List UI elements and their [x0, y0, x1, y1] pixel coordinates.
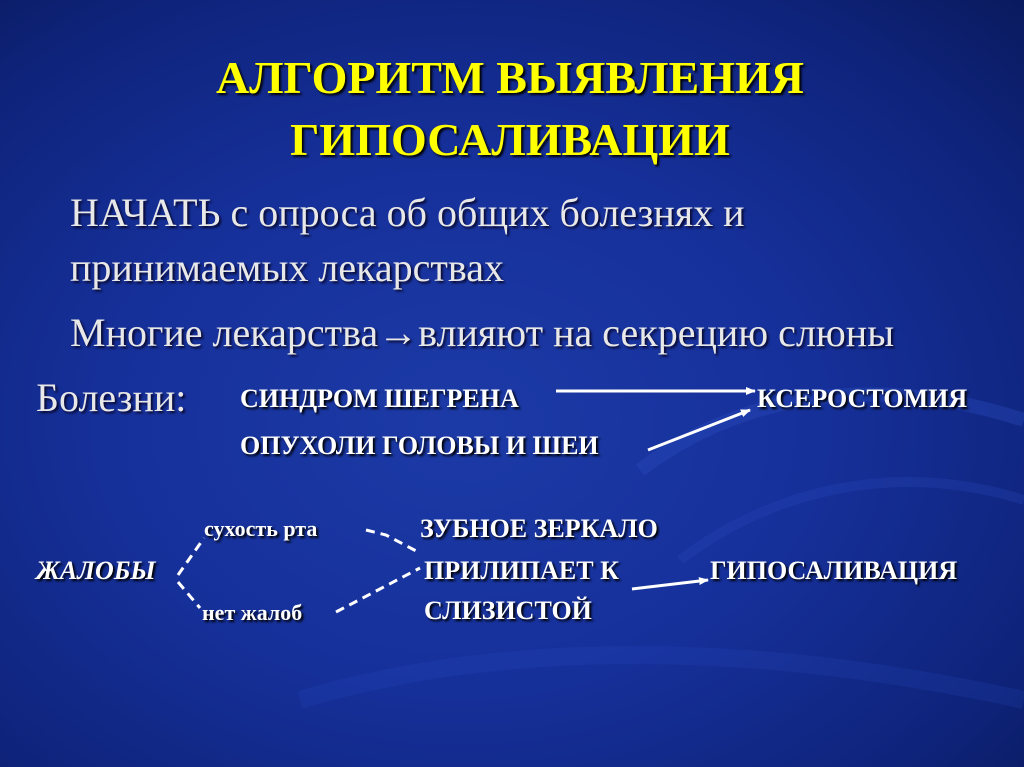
dashed-dry-mouth-to-test	[366, 530, 420, 553]
bracket-lower	[178, 582, 200, 608]
test-line-3: СЛИЗИСТОЙ	[424, 596, 592, 625]
intro-line-2: принимаемых лекарствах	[70, 245, 505, 290]
complaints-label: ЖАЛОБЫ	[36, 556, 156, 585]
intro-line-3: Многие лекарства→влияют на секрецию слюны	[70, 310, 895, 355]
test-line-1: ЗУБНОЕ ЗЕРКАЛО	[420, 514, 658, 543]
xerostomia-result: КСЕРОСТОМИЯ	[757, 384, 968, 413]
diseases-label: Болезни:	[36, 375, 187, 420]
title-line-1: АЛГОРИТМ ВЫЯВЛЕНИЯ	[215, 52, 804, 103]
complaint-dry-mouth: сухость рта	[204, 516, 318, 541]
disease-sjogren: СИНДРОМ ШЕГРЕНА	[240, 384, 519, 413]
disease-head-neck-tumors: ОПУХОЛИ ГОЛОВЫ И ШЕИ	[240, 431, 599, 460]
bracket-upper	[178, 538, 204, 575]
intro-line-1: НАЧАТЬ с опроса об общих болезнях и	[70, 190, 745, 235]
arrow-tumors-to-xerostomia	[648, 410, 750, 450]
arrow-test-to-hyposalivation	[632, 580, 708, 589]
test-line-2: ПРИЛИПАЕТ К	[424, 556, 619, 585]
complaint-none: нет жалоб	[202, 600, 303, 625]
dashed-none-to-test	[336, 568, 420, 612]
title-line-2: ГИПОСАЛИВАЦИИ	[290, 114, 730, 165]
hyposalivation-result: ГИПОСАЛИВАЦИЯ	[710, 556, 958, 585]
